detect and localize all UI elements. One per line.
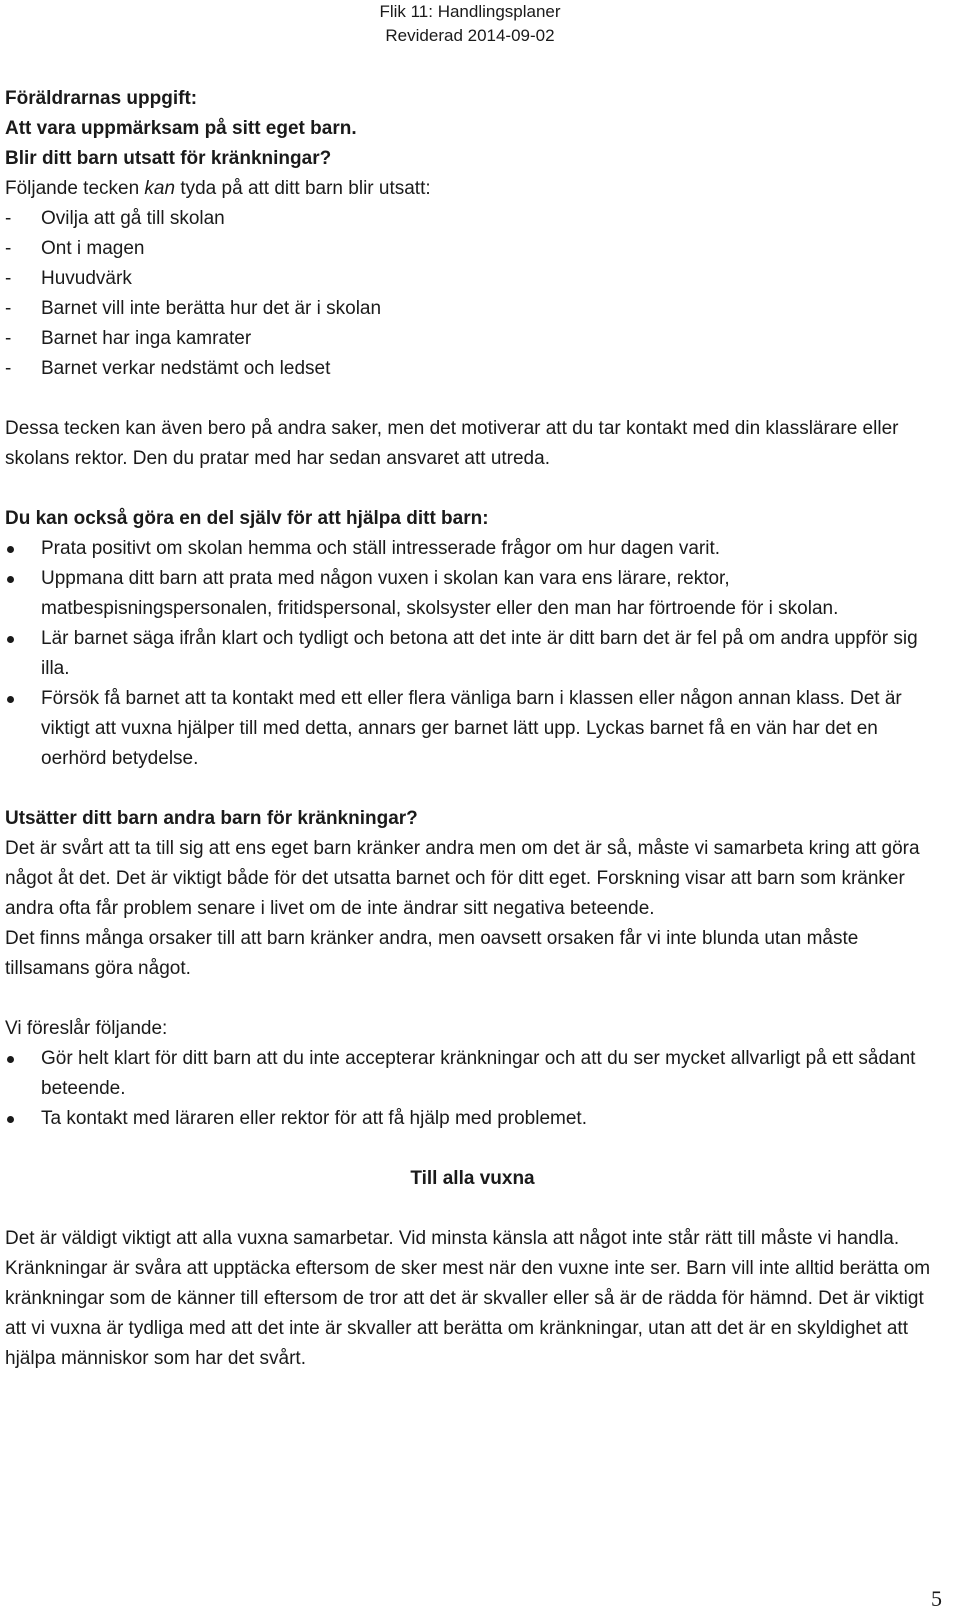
- bullet-icon: [5, 564, 41, 624]
- list-item-text: Barnet verkar nedstämt och ledset: [41, 358, 331, 379]
- offender-paragraph-2: Det finns många orsaker till att barn kränker andra, men oavsett orsaken får vi inte blunda utan måste tillsamans göra något.: [5, 928, 859, 979]
- list-item-text: Ovilja att gå till skolan: [41, 208, 225, 229]
- bullet-icon: [5, 684, 41, 774]
- offender-paragraph-1: Det är svårt att ta till sig att ens eget barn kränker andra men om det är så, måste vi samarbeta kring att göra något åt det. Det är viktigt både för det utsatta barnet och för ditt eget. Forskning visar att barn som kränker andra ofta får problem senare i livet om de inte ändrar sitt negativa beteende.: [5, 838, 920, 919]
- page-header: [360, 0, 580, 48]
- list-item-text: Ont i magen: [41, 238, 145, 259]
- list-item-text: Lär barnet säga ifrån klart och tydligt och betona att det inte är ditt barn det är fel på om andra uppför sig illa.: [41, 628, 918, 679]
- parents-heading: Föräldrarnas uppgift:: [5, 88, 198, 109]
- signs-intro-em: kan: [144, 178, 176, 199]
- signs-intro-pre: Följande tecken: [5, 178, 145, 199]
- list-item: [5, 564, 940, 624]
- header-section: Flik 11: Handlingsplaner: [379, 2, 561, 21]
- dash-marker: -: [5, 298, 12, 319]
- list-item-text: Barnet vill inte berätta hur det är i skolan: [41, 298, 382, 319]
- suggest-label: Vi föreslår följande:: [5, 1018, 168, 1039]
- bullet-icon: [5, 624, 41, 684]
- signs-list: [5, 204, 940, 384]
- suggest-list: [5, 1044, 940, 1134]
- self-help-heading: Du kan också göra en del själv för att hjälpa ditt barn:: [5, 508, 489, 529]
- parents-sub2: Blir ditt barn utsatt för kränkningar?: [5, 148, 332, 169]
- signs-intro: [5, 174, 940, 204]
- list-item-text: Prata positivt om skolan hemma och ställ intresserade frågor om hur dagen varit.: [41, 538, 721, 559]
- bullet-icon: [5, 534, 41, 564]
- dash-marker: -: [5, 238, 12, 259]
- document-body: [5, 84, 940, 1374]
- offender-heading: Utsätter ditt barn andra barn för kränkningar?: [5, 808, 418, 829]
- list-item: [5, 264, 940, 294]
- dash-marker: -: [5, 208, 12, 229]
- adults-heading: Till alla vuxna: [410, 1168, 535, 1189]
- list-item: [5, 204, 940, 234]
- list-item: [5, 684, 940, 774]
- signs-note: Dessa tecken kan även bero på andra saker, men det motiverar att du tar kontakt med din klasslärare eller skolans rektor. Den du pratar med har sedan ansvaret att utreda.: [5, 418, 899, 469]
- dash-marker: -: [5, 328, 12, 349]
- spacer: [5, 774, 940, 804]
- list-item-text: Gör helt klart för ditt barn att du inte accepterar kränkningar och att du ser mycket allvarligt på ett sådant beteende.: [41, 1048, 916, 1099]
- list-item: [5, 324, 940, 354]
- parents-sub1: Att vara uppmärksam på sitt eget barn.: [5, 118, 357, 139]
- list-item: [5, 234, 940, 264]
- spacer: [5, 984, 940, 1014]
- list-item: [5, 1044, 940, 1104]
- bullet-icon: [5, 1044, 41, 1104]
- spacer: [5, 1134, 940, 1164]
- list-item-text: Uppmana ditt barn att prata med någon vuxen i skolan kan vara ens lärare, rektor, matbespisningspersonalen, fritidspersonal, skolsyster eller den man har förtroende för i skolan.: [41, 568, 839, 619]
- list-item: [5, 354, 940, 384]
- page-number: 5: [931, 1586, 942, 1611]
- spacer: [5, 1194, 940, 1224]
- spacer: [5, 384, 940, 414]
- list-item-text: Huvudvärk: [41, 268, 132, 289]
- dash-marker: -: [5, 268, 12, 289]
- list-item-text: Försök få barnet att ta kontakt med ett eller flera vänliga barn i klassen eller någon annan klass. Det är viktigt att vuxna hjälper till med detta, annars ger barnet lätt upp. Lyckas barnet få en vän har det en oerhörd betydelse.: [41, 688, 902, 769]
- list-item: [5, 534, 940, 564]
- list-item-text: Barnet har inga kamrater: [41, 328, 252, 349]
- adults-paragraph: Det är väldigt viktigt att alla vuxna samarbetar. Vid minsta känsla att något inte står rätt till måste vi handla. Kränkningar är svåra att upptäcka eftersom de sker mest när den vuxne inte ser. Barn vill inte alltid berätta om kränkningar som de känner till eftersom de tror att det är skvaller eller så är de rädda för hämnd. Det är viktigt att vi vuxna är tydliga med att det inte är skvaller att berätta om kränkningar, utan att det är en skyldighet att hjälpa människor som har det svårt.: [5, 1228, 931, 1369]
- bullet-icon: [5, 1104, 41, 1134]
- self-help-list: [5, 534, 940, 774]
- list-item: [5, 294, 940, 324]
- dash-marker: -: [5, 358, 12, 379]
- spacer: [5, 474, 940, 504]
- header-revision: Reviderad 2014-09-02: [385, 26, 555, 45]
- list-item: [5, 1104, 940, 1134]
- signs-intro-post: tyda på att ditt barn blir utsatt:: [175, 178, 431, 199]
- list-item-text: Ta kontakt med läraren eller rektor för att få hjälp med problemet.: [41, 1108, 587, 1129]
- list-item: [5, 624, 940, 684]
